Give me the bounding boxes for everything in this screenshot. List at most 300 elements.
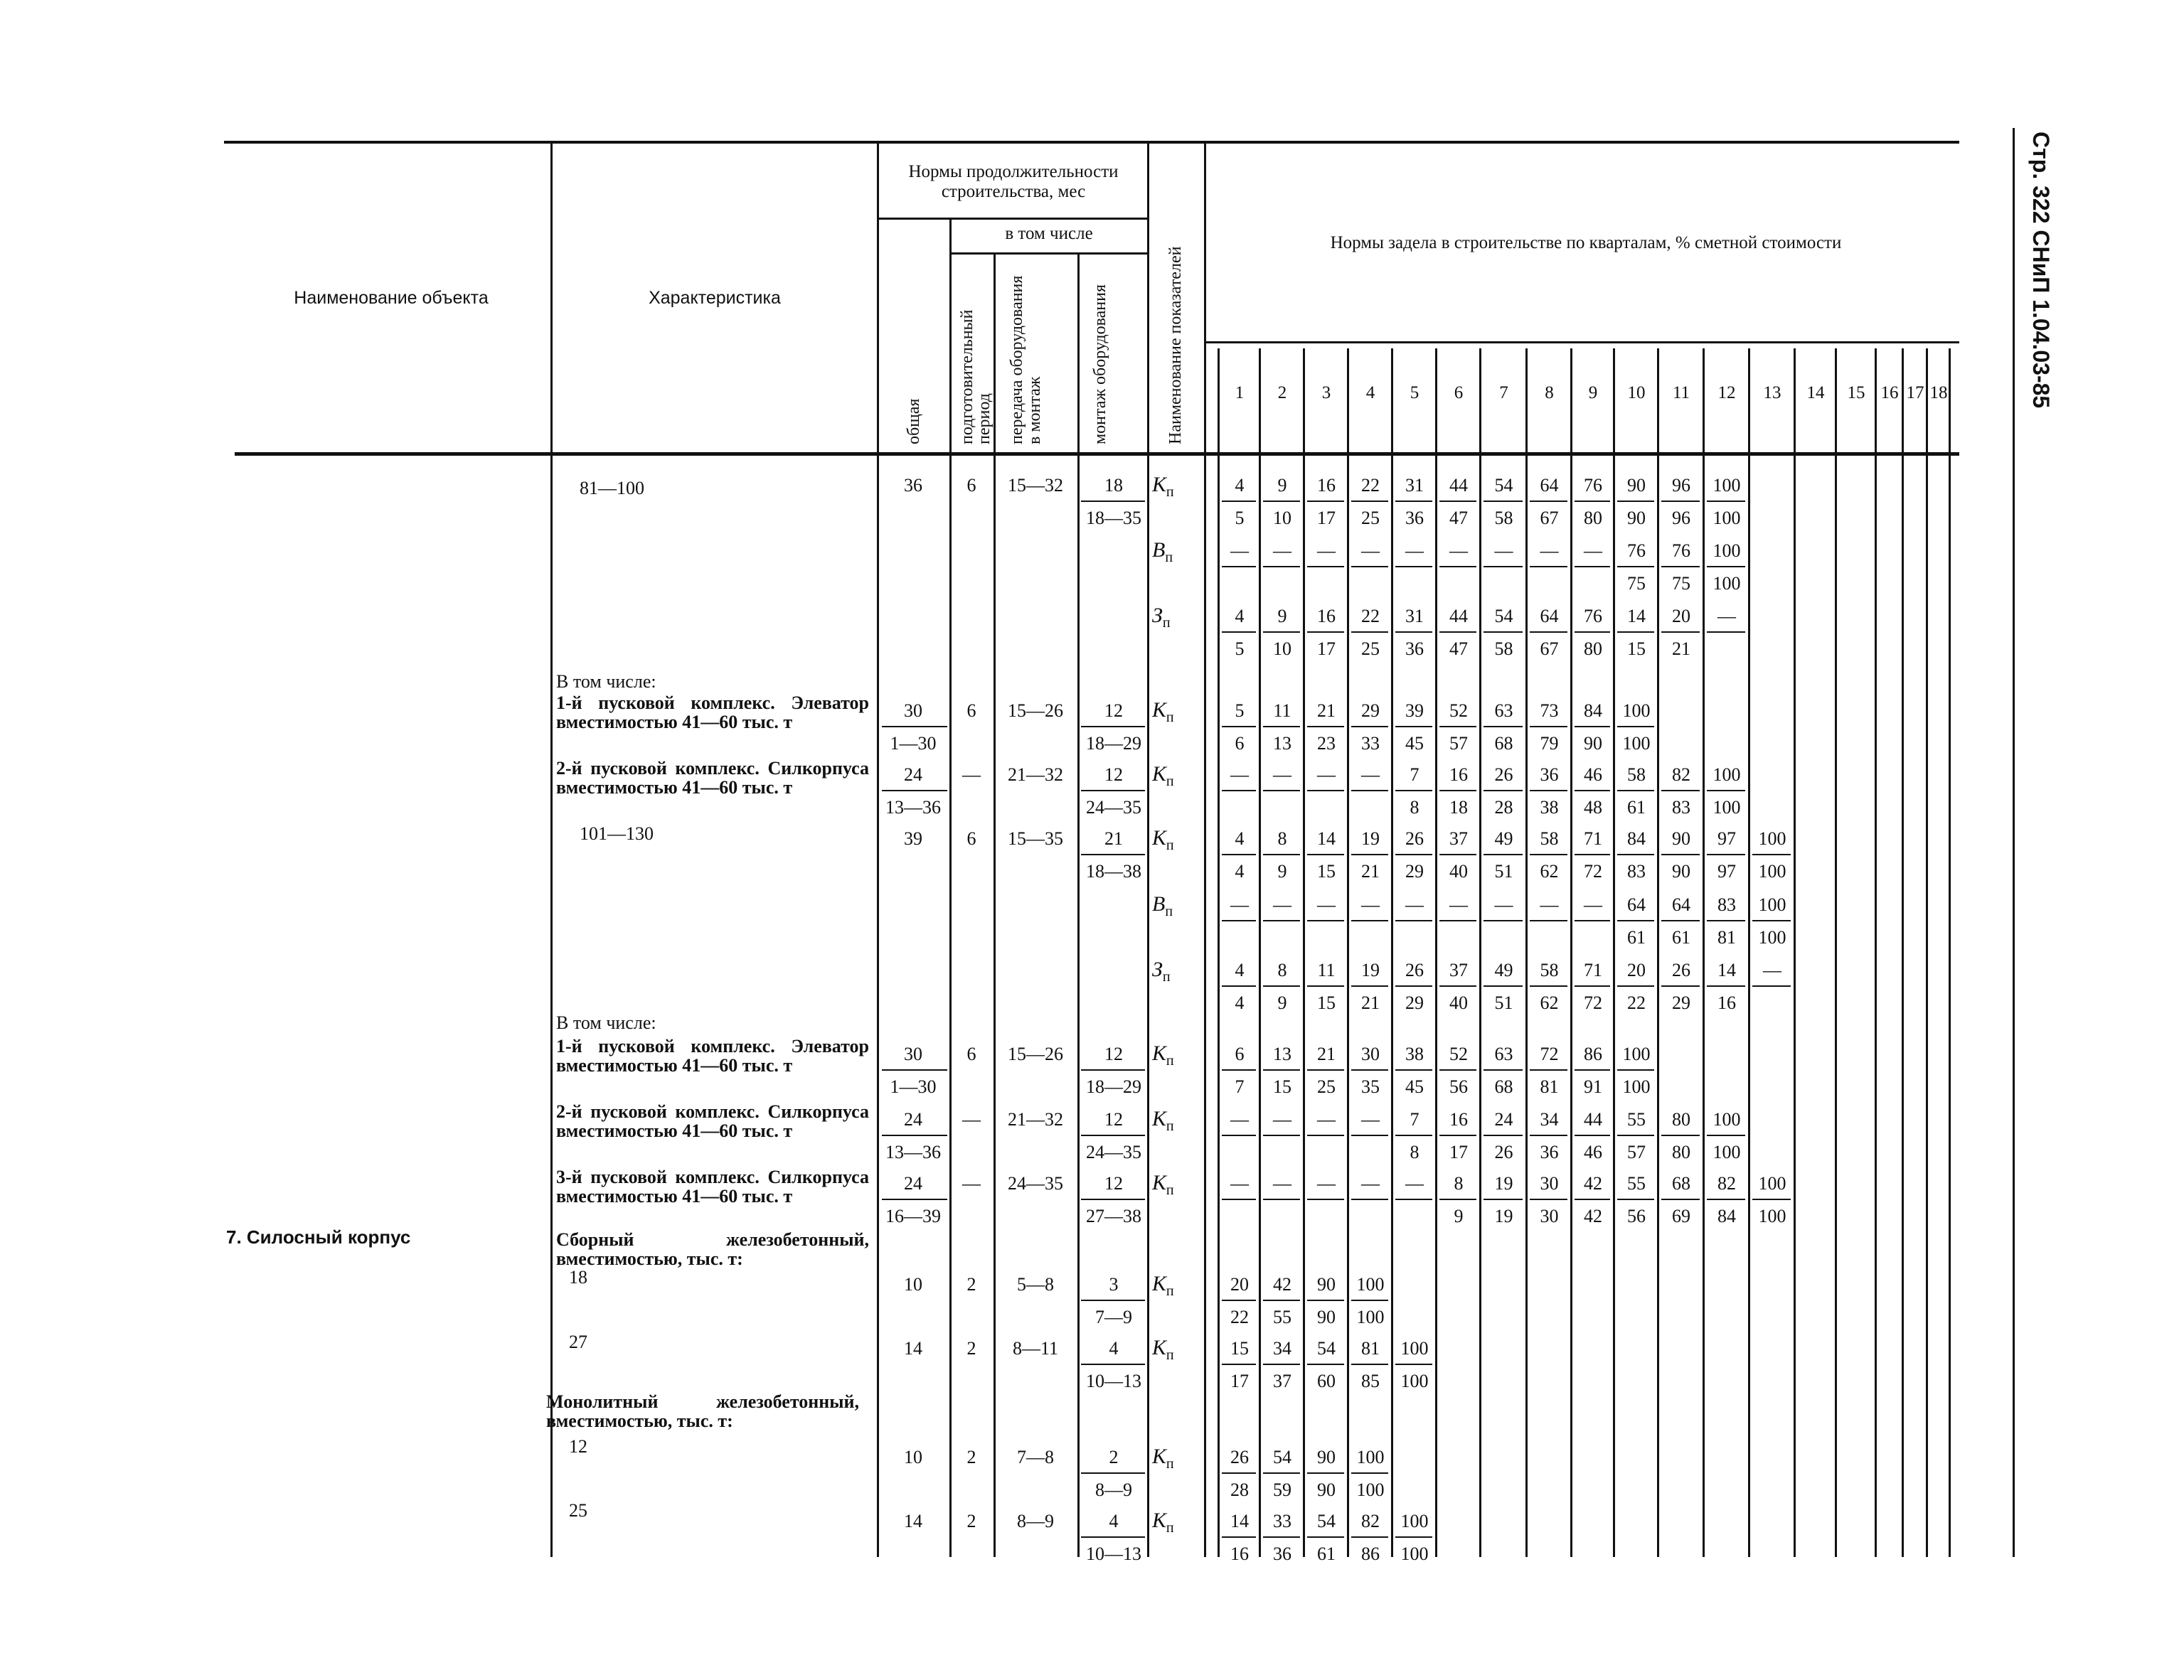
quarter-value-lower: 72 bbox=[1584, 993, 1602, 1013]
quarter-value: — bbox=[1584, 894, 1602, 915]
value-underline bbox=[1222, 1300, 1256, 1301]
quarter-value-lower: 51 bbox=[1494, 861, 1513, 882]
quarter-value: 7 bbox=[1410, 764, 1419, 785]
quarter-value: — bbox=[1540, 540, 1559, 561]
value-underline bbox=[1351, 1536, 1388, 1538]
quarter-value: 73 bbox=[1540, 700, 1559, 721]
value-underline bbox=[1617, 1199, 1654, 1200]
value-underline bbox=[1530, 920, 1567, 921]
duration-install-range: 24—35 bbox=[1086, 797, 1141, 818]
quarter-value: 81 bbox=[1361, 1338, 1380, 1359]
char-complex-3b: 3-й пусковой комплекс. Силкорпуса вместимостью 41—60 тыс. т bbox=[556, 1167, 869, 1207]
quarter-value: — bbox=[1449, 540, 1468, 561]
quarter-value: 20 bbox=[1230, 1274, 1249, 1295]
value-underline bbox=[1439, 501, 1476, 502]
value-underline bbox=[1395, 501, 1432, 502]
value-underline bbox=[1661, 985, 1700, 987]
quarter-value: 68 bbox=[1672, 1173, 1690, 1194]
col-sep-total bbox=[949, 218, 952, 1557]
value-underline bbox=[1575, 726, 1610, 727]
indicator-label: $К_п$ bbox=[1152, 1171, 1174, 1198]
quarter-value-lower: 10 bbox=[1273, 508, 1291, 528]
duration-total: 24 bbox=[904, 764, 922, 785]
duration-install: 12 bbox=[1104, 700, 1123, 721]
quarter-col-line bbox=[1835, 348, 1837, 1557]
quarter-value-lower: 29 bbox=[1405, 993, 1424, 1013]
quarter-value: 19 bbox=[1494, 1173, 1513, 1194]
value-underline bbox=[1351, 790, 1388, 791]
quarter-value: 97 bbox=[1717, 828, 1736, 849]
quarter-value: 49 bbox=[1494, 960, 1513, 980]
value-underline bbox=[1395, 566, 1432, 567]
quarter-value: 84 bbox=[1627, 828, 1646, 849]
quarter-value: 55 bbox=[1627, 1109, 1646, 1130]
value-underline bbox=[1661, 790, 1700, 791]
quarter-header-6: 6 bbox=[1454, 383, 1464, 402]
quarter-value: 54 bbox=[1494, 606, 1513, 626]
quarter-value: 64 bbox=[1627, 894, 1646, 915]
header-equip-install: монтаж оборудования bbox=[1091, 284, 1109, 444]
value-underline bbox=[1575, 1199, 1610, 1200]
col-sep-indicator bbox=[1204, 142, 1206, 1557]
quarter-value-lower: 15 bbox=[1317, 993, 1336, 1013]
duration-install: 3 bbox=[1109, 1274, 1119, 1295]
value-underline bbox=[1575, 1069, 1610, 1071]
quarter-value: 52 bbox=[1449, 1044, 1468, 1064]
quarter-value-lower: 47 bbox=[1449, 508, 1468, 528]
quarter-value: — bbox=[1717, 606, 1736, 626]
value-underline bbox=[1222, 1199, 1256, 1200]
quarter-value-lower: 80 bbox=[1672, 1142, 1690, 1162]
value-underline bbox=[1617, 854, 1654, 855]
duration-total: 30 bbox=[904, 1044, 922, 1064]
quarter-value: — bbox=[1494, 894, 1513, 915]
quarter-value: 76 bbox=[1584, 606, 1602, 626]
quarter-value-lower: 16 bbox=[1230, 1543, 1249, 1564]
quarter-value-lower: 37 bbox=[1273, 1371, 1291, 1391]
value-underline bbox=[1530, 1069, 1567, 1071]
quarter-value: 100 bbox=[1758, 828, 1786, 849]
quarter-value-lower: 90 bbox=[1317, 1480, 1336, 1500]
value-underline bbox=[1307, 631, 1344, 633]
quarter-value: 20 bbox=[1627, 960, 1646, 980]
quarter-value-lower: 25 bbox=[1317, 1076, 1336, 1097]
page-title: Стр. 322 СНиП 1.04.03-85 bbox=[2028, 132, 2054, 409]
value-underline bbox=[1307, 501, 1344, 502]
duration-transfer: 15—32 bbox=[1008, 475, 1063, 496]
char-including-1: В том числе: bbox=[556, 671, 656, 692]
value-underline bbox=[1263, 726, 1300, 727]
quarter-value: 19 bbox=[1361, 828, 1380, 849]
quarter-value-lower: 15 bbox=[1627, 638, 1646, 659]
value-underline bbox=[1395, 631, 1432, 633]
value-underline bbox=[1661, 566, 1700, 567]
quarter-value-lower: 100 bbox=[1622, 1076, 1651, 1097]
duration-prep: 2 bbox=[966, 1447, 976, 1467]
quarter-value-lower: 17 bbox=[1230, 1371, 1249, 1391]
quarter-value-lower: 17 bbox=[1449, 1142, 1468, 1162]
quarter-value: 16 bbox=[1317, 475, 1336, 496]
value-underline bbox=[1661, 501, 1700, 502]
quarter-value: 63 bbox=[1494, 1044, 1513, 1064]
col-sep-install bbox=[1147, 142, 1149, 1557]
quarter-value-lower: 7 bbox=[1235, 1076, 1245, 1097]
quarter-value: 64 bbox=[1540, 606, 1559, 626]
value-underline bbox=[1575, 631, 1610, 633]
quarter-value: 76 bbox=[1584, 475, 1602, 496]
header-including: в том числе bbox=[1005, 224, 1093, 243]
quarter-value-lower: 100 bbox=[1712, 508, 1741, 528]
indicator-label: $К_п$ bbox=[1152, 1042, 1174, 1069]
value-underline bbox=[1707, 501, 1745, 502]
quarter-value: 100 bbox=[1712, 475, 1741, 496]
quarter-value: 30 bbox=[1540, 1173, 1559, 1194]
duration-total: 36 bbox=[904, 475, 922, 496]
quarter-value-lower: 38 bbox=[1540, 797, 1559, 818]
quarter-value: 84 bbox=[1584, 700, 1602, 721]
quarter-value: 80 bbox=[1672, 1109, 1690, 1130]
quarter-value-lower: 36 bbox=[1405, 638, 1424, 659]
install-underline bbox=[1081, 1069, 1145, 1071]
quarter-value-lower: 25 bbox=[1361, 508, 1380, 528]
value-underline bbox=[1530, 1199, 1567, 1200]
value-underline bbox=[1395, 790, 1432, 791]
duration-transfer: 15—26 bbox=[1008, 1044, 1063, 1064]
right-border bbox=[2013, 128, 2015, 1557]
value-underline bbox=[1395, 726, 1432, 727]
char-complex-1b: 1-й пусковой комплекс. Элеватор вместимостью 41—60 тыс. т bbox=[556, 1036, 869, 1076]
quarter-value: 42 bbox=[1273, 1274, 1291, 1295]
quarter-col-line bbox=[1303, 348, 1305, 1557]
quarter-value: — bbox=[1361, 1109, 1380, 1130]
value-underline bbox=[1707, 1135, 1745, 1136]
value-underline bbox=[1307, 790, 1344, 791]
quarter-col-line bbox=[1525, 348, 1528, 1557]
header-backlog-norms: Нормы задела в строительстве по кварталам, % сметной стоимости bbox=[1330, 233, 1842, 252]
duration-prep: 6 bbox=[966, 1044, 976, 1064]
quarter-value: 8 bbox=[1277, 828, 1287, 849]
quarter-value: 100 bbox=[1712, 764, 1741, 785]
quarter-col-line bbox=[1875, 348, 1877, 1557]
header-bottom-rule bbox=[235, 452, 1959, 456]
value-underline bbox=[1483, 920, 1523, 921]
quarter-value: 31 bbox=[1405, 606, 1424, 626]
quarter-value: 8 bbox=[1454, 1173, 1464, 1194]
value-underline bbox=[1395, 1199, 1432, 1200]
quarter-value: — bbox=[1230, 764, 1249, 785]
value-underline bbox=[1483, 1199, 1523, 1200]
duration-transfer: 21—32 bbox=[1008, 764, 1063, 785]
value-underline bbox=[1439, 1069, 1476, 1071]
quarter-value: 13 bbox=[1273, 1044, 1291, 1064]
quarter-value: 4 bbox=[1235, 475, 1245, 496]
total-underline bbox=[882, 1199, 947, 1200]
value-underline bbox=[1439, 790, 1476, 791]
duration-install: 2 bbox=[1109, 1447, 1119, 1467]
value-underline bbox=[1575, 790, 1610, 791]
value-underline bbox=[1222, 790, 1256, 791]
value-underline bbox=[1307, 1069, 1344, 1071]
install-underline bbox=[1081, 1135, 1145, 1136]
quarter-value: 14 bbox=[1717, 960, 1736, 980]
quarter-col-line bbox=[1479, 348, 1481, 1557]
quarter-value-lower: 86 bbox=[1361, 1543, 1380, 1564]
value-underline bbox=[1661, 1135, 1700, 1136]
value-underline bbox=[1530, 790, 1567, 791]
indicator-label: $К_п$ bbox=[1152, 1509, 1174, 1536]
quarter-value-lower: 75 bbox=[1627, 573, 1646, 594]
quarter-value: — bbox=[1273, 894, 1291, 915]
value-underline bbox=[1222, 501, 1256, 502]
total-underline bbox=[882, 726, 947, 727]
quarter-value-lower: 28 bbox=[1230, 1480, 1249, 1500]
duration-total: 14 bbox=[904, 1511, 922, 1531]
indicator-label: $В_п$ bbox=[1152, 892, 1173, 919]
quarter-value: — bbox=[1361, 894, 1380, 915]
value-underline bbox=[1351, 920, 1388, 921]
quarter-col-line bbox=[1748, 348, 1750, 1557]
quarter-value: 21 bbox=[1317, 1044, 1336, 1064]
value-underline bbox=[1439, 985, 1476, 987]
duration-transfer: 5—8 bbox=[1017, 1274, 1054, 1295]
duration-transfer: 15—26 bbox=[1008, 700, 1063, 721]
value-underline bbox=[1707, 854, 1745, 855]
value-underline bbox=[1222, 1135, 1256, 1136]
quarter-header-13: 13 bbox=[1763, 383, 1781, 402]
quarter-value: 36 bbox=[1540, 764, 1559, 785]
quarter-header-9: 9 bbox=[1588, 383, 1598, 402]
quarter-value: 44 bbox=[1449, 606, 1468, 626]
quarter-value: 7 bbox=[1410, 1109, 1419, 1130]
quarter-value: 19 bbox=[1361, 960, 1380, 980]
quarter-value: 76 bbox=[1627, 540, 1646, 561]
quarter-value: 96 bbox=[1672, 475, 1690, 496]
quarter-value-lower: 4 bbox=[1235, 993, 1245, 1013]
quarter-value-lower: 29 bbox=[1672, 993, 1690, 1013]
value-underline bbox=[1263, 566, 1300, 567]
quarter-value: 16 bbox=[1449, 764, 1468, 785]
value-underline bbox=[1351, 1472, 1388, 1474]
indicator-label: $К_п$ bbox=[1152, 826, 1174, 853]
value-underline bbox=[1263, 1536, 1300, 1538]
value-underline bbox=[1575, 501, 1610, 502]
quarter-value: 44 bbox=[1449, 475, 1468, 496]
quarter-value-lower: 5 bbox=[1235, 638, 1245, 659]
value-underline bbox=[1575, 985, 1610, 987]
quarter-value: 16 bbox=[1449, 1109, 1468, 1130]
quarter-value: 26 bbox=[1405, 960, 1424, 980]
quarter-value: 76 bbox=[1672, 540, 1690, 561]
value-underline bbox=[1530, 1135, 1567, 1136]
quarter-col-line bbox=[1391, 348, 1393, 1557]
duration-install: 12 bbox=[1104, 1173, 1123, 1194]
quarter-value: 37 bbox=[1449, 828, 1468, 849]
indicator-label: $К_п$ bbox=[1152, 1107, 1174, 1134]
quarter-value-lower: 85 bbox=[1361, 1371, 1380, 1391]
quarter-header-3: 3 bbox=[1321, 383, 1331, 402]
install-underline bbox=[1081, 1472, 1145, 1474]
header-total: общая bbox=[905, 398, 923, 444]
duration-total: 24 bbox=[904, 1109, 922, 1130]
value-underline bbox=[1307, 1300, 1344, 1301]
value-underline bbox=[1707, 1199, 1745, 1200]
value-underline bbox=[1307, 1364, 1344, 1365]
col-sep-object bbox=[550, 142, 553, 1557]
quarter-value-lower: 15 bbox=[1317, 861, 1336, 882]
value-underline bbox=[1263, 1069, 1300, 1071]
duration-transfer: 21—32 bbox=[1008, 1109, 1063, 1130]
value-underline bbox=[1439, 1199, 1476, 1200]
install-underline bbox=[1081, 790, 1145, 791]
header-duration-norms: Нормы продолжительности строительства, мес bbox=[908, 162, 1119, 201]
duration-install-range: 18—29 bbox=[1086, 1076, 1141, 1097]
quarter-value-lower: 100 bbox=[1356, 1307, 1385, 1327]
quarter-value-lower: 59 bbox=[1273, 1480, 1291, 1500]
quarter-value: — bbox=[1317, 894, 1336, 915]
quarter-value: 26 bbox=[1405, 828, 1424, 849]
quarter-value-lower: 57 bbox=[1627, 1142, 1646, 1162]
quarter-value-lower: 18 bbox=[1449, 797, 1468, 818]
quarter-value-lower: 100 bbox=[1758, 1206, 1786, 1226]
value-underline bbox=[1752, 1199, 1791, 1200]
quarter-value-lower: 67 bbox=[1540, 638, 1559, 659]
duration-prep: 2 bbox=[966, 1338, 976, 1359]
duration-subrule bbox=[878, 218, 1149, 220]
quarter-value-lower: 100 bbox=[1712, 573, 1741, 594]
quarter-value-lower: 36 bbox=[1540, 1142, 1559, 1162]
quarter-value-lower: 61 bbox=[1627, 927, 1646, 948]
quarter-value: 26 bbox=[1672, 960, 1690, 980]
quarter-value: — bbox=[1763, 960, 1781, 980]
install-underline bbox=[1081, 1364, 1145, 1365]
value-underline bbox=[1530, 631, 1567, 633]
value-underline bbox=[1307, 985, 1344, 987]
value-underline bbox=[1707, 790, 1745, 791]
quarter-value: 42 bbox=[1584, 1173, 1602, 1194]
quarter-value-lower: 17 bbox=[1317, 508, 1336, 528]
quarter-value: 44 bbox=[1584, 1109, 1602, 1130]
quarter-value-lower: 55 bbox=[1273, 1307, 1291, 1327]
quarter-value-lower: 62 bbox=[1540, 861, 1559, 882]
duration-transfer: 7—8 bbox=[1017, 1447, 1054, 1467]
duration-total: 24 bbox=[904, 1173, 922, 1194]
quarter-value: 90 bbox=[1317, 1274, 1336, 1295]
value-underline bbox=[1707, 920, 1745, 921]
duration-total: 30 bbox=[904, 700, 922, 721]
value-underline bbox=[1439, 631, 1476, 633]
value-underline bbox=[1351, 854, 1388, 855]
quarter-value-lower: 100 bbox=[1622, 733, 1651, 754]
quarter-value-lower: 6 bbox=[1235, 733, 1245, 754]
value-underline bbox=[1483, 631, 1523, 633]
char-18: 18 bbox=[569, 1267, 587, 1288]
value-underline bbox=[1222, 631, 1256, 633]
quarter-value-lower: 58 bbox=[1494, 508, 1513, 528]
indicator-label: $К_п$ bbox=[1152, 473, 1174, 500]
value-underline bbox=[1263, 854, 1300, 855]
quarter-value-lower: 75 bbox=[1672, 573, 1690, 594]
quarter-value-lower: 16 bbox=[1717, 993, 1736, 1013]
value-underline bbox=[1439, 920, 1476, 921]
quarter-value-lower: 46 bbox=[1584, 1142, 1602, 1162]
quarter-value-lower: 21 bbox=[1361, 861, 1380, 882]
value-underline bbox=[1752, 920, 1791, 921]
duration-prep: 2 bbox=[966, 1511, 976, 1531]
quarter-value: — bbox=[1317, 1173, 1336, 1194]
quarter-value: 55 bbox=[1627, 1173, 1646, 1194]
quarter-value: 30 bbox=[1361, 1044, 1380, 1064]
value-underline bbox=[1307, 726, 1344, 727]
value-underline bbox=[1222, 566, 1256, 567]
quarter-value: — bbox=[1273, 764, 1291, 785]
quarter-value-lower: 29 bbox=[1405, 861, 1424, 882]
quarter-value: 83 bbox=[1717, 894, 1736, 915]
value-underline bbox=[1617, 631, 1654, 633]
quarter-value: 34 bbox=[1273, 1338, 1291, 1359]
quarter-value-lower: 90 bbox=[1672, 861, 1690, 882]
value-underline bbox=[1530, 985, 1567, 987]
quarter-value-lower: 100 bbox=[1400, 1371, 1429, 1391]
quarter-value: 14 bbox=[1627, 606, 1646, 626]
quarter-col-line bbox=[1218, 348, 1220, 1557]
quarter-value: 54 bbox=[1273, 1447, 1291, 1467]
value-underline bbox=[1707, 985, 1745, 987]
quarter-value: — bbox=[1405, 894, 1424, 915]
value-underline bbox=[1439, 854, 1476, 855]
quarter-value: 100 bbox=[1758, 1173, 1786, 1194]
quarter-value: — bbox=[1494, 540, 1513, 561]
indicator-label: $В_п$ bbox=[1152, 538, 1173, 565]
value-underline bbox=[1222, 1069, 1256, 1071]
value-underline bbox=[1222, 1364, 1256, 1365]
value-underline bbox=[1617, 726, 1654, 727]
value-underline bbox=[1661, 631, 1700, 633]
col-sep-char bbox=[877, 142, 879, 1557]
value-underline bbox=[1222, 985, 1256, 987]
quarter-value: 14 bbox=[1230, 1511, 1249, 1531]
duration-install-range: 18—35 bbox=[1086, 508, 1141, 528]
header-characteristic: Характеристика bbox=[649, 288, 781, 308]
duration-transfer: 15—35 bbox=[1008, 828, 1063, 849]
quarter-value: 20 bbox=[1672, 606, 1690, 626]
quarter-value-lower: 91 bbox=[1584, 1076, 1602, 1097]
install-underline bbox=[1081, 1199, 1145, 1200]
install-underline bbox=[1081, 1536, 1145, 1538]
quarters-subrule bbox=[1205, 341, 1959, 343]
quarter-value: 24 bbox=[1494, 1109, 1513, 1130]
value-underline bbox=[1483, 1135, 1523, 1136]
value-underline bbox=[1439, 1135, 1476, 1136]
duration-install: 12 bbox=[1104, 1109, 1123, 1130]
duration-install-range: 18—38 bbox=[1086, 861, 1141, 882]
value-underline bbox=[1530, 566, 1567, 567]
quarter-value: 100 bbox=[1356, 1447, 1385, 1467]
quarter-header-17: 17 bbox=[1906, 383, 1924, 402]
col-sep-prep bbox=[994, 252, 996, 1557]
quarter-value: — bbox=[1230, 894, 1249, 915]
duration-transfer: 8—11 bbox=[1012, 1338, 1059, 1359]
quarter-value: 64 bbox=[1540, 475, 1559, 496]
quarter-value-lower: 42 bbox=[1584, 1206, 1602, 1226]
char-12: 12 bbox=[569, 1436, 587, 1457]
value-underline bbox=[1483, 566, 1523, 567]
quarter-value: 4 bbox=[1235, 606, 1245, 626]
quarter-value-lower: 90 bbox=[1584, 733, 1602, 754]
quarter-value: 54 bbox=[1317, 1338, 1336, 1359]
value-underline bbox=[1307, 1135, 1344, 1136]
quarter-value: 100 bbox=[1622, 700, 1651, 721]
quarter-value-lower: 67 bbox=[1540, 508, 1559, 528]
